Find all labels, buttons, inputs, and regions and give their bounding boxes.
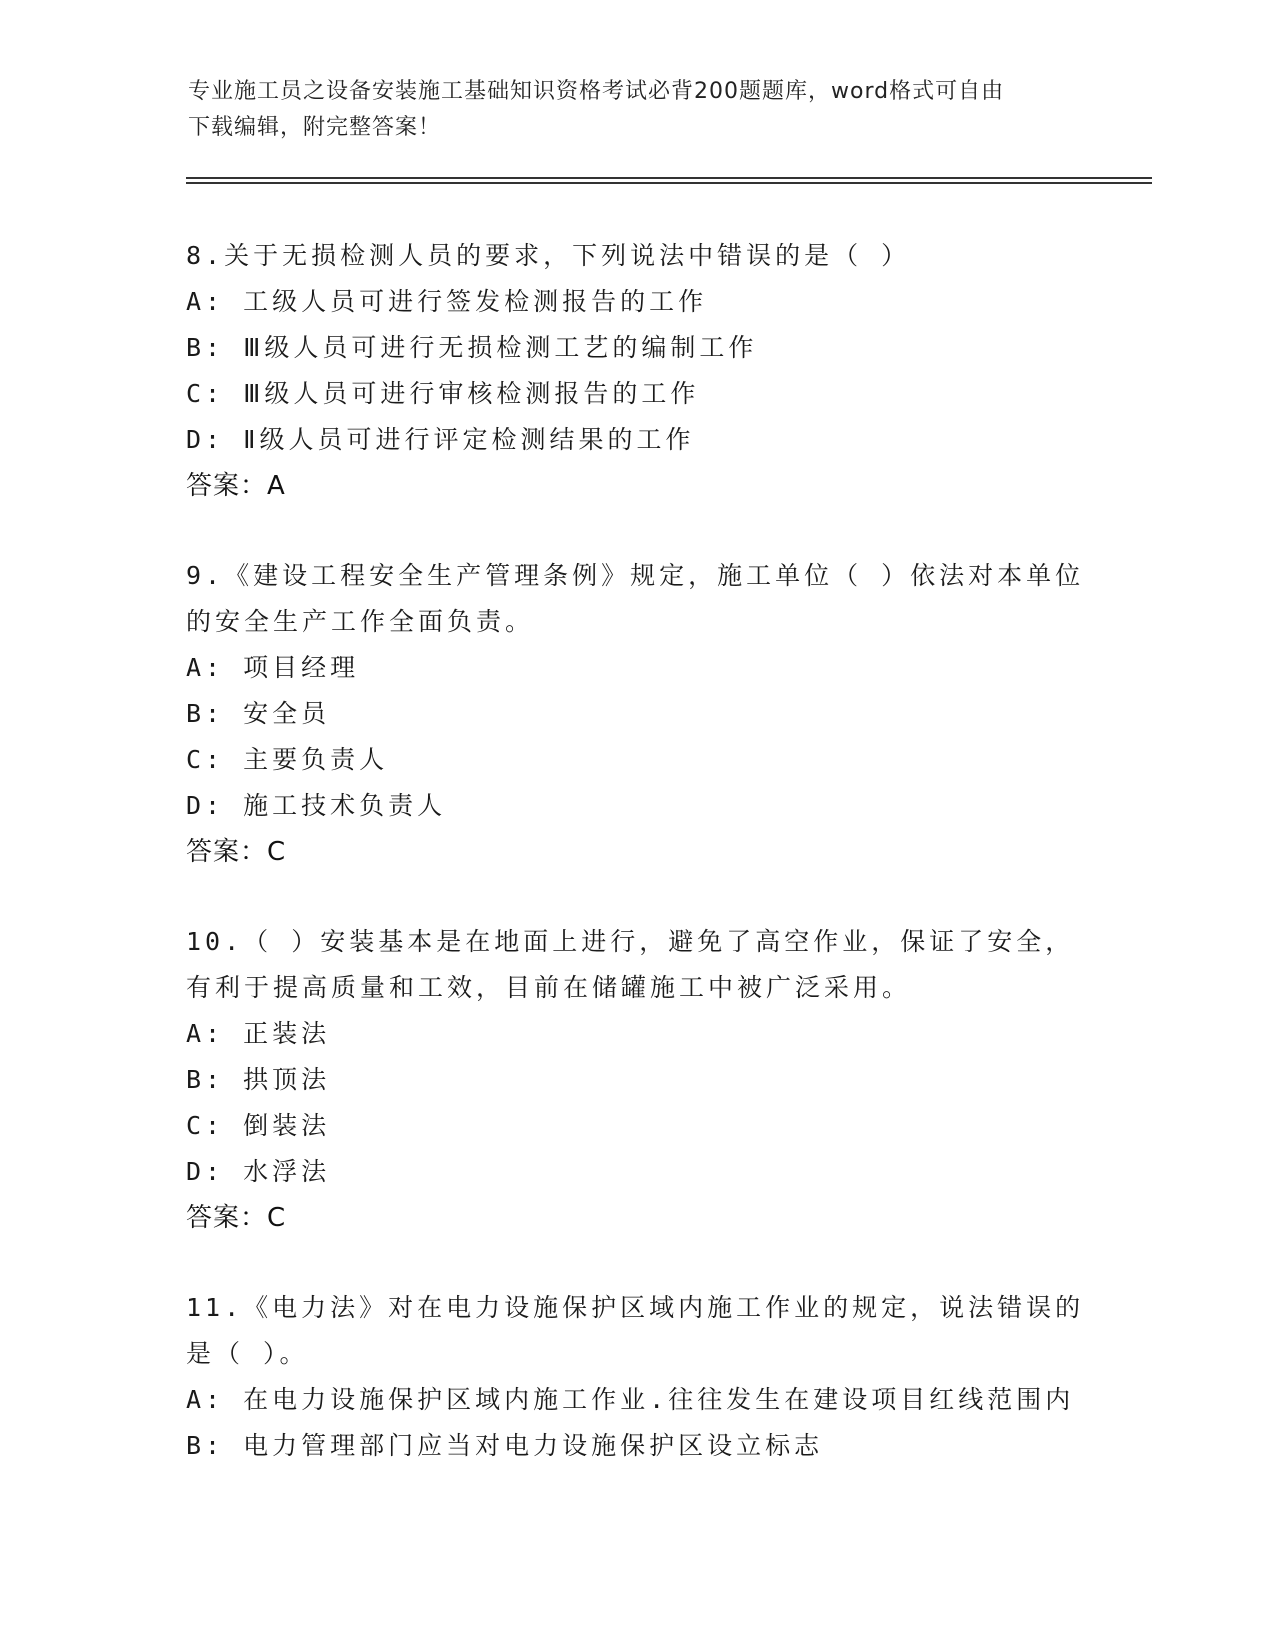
question-8 [186, 233, 1086, 509]
document-header [188, 74, 1068, 146]
question-11 [186, 1285, 1086, 1469]
option-b: B: 拱顶法 [186, 1065, 331, 1094]
option-b: B: 电力管理部门应当对电力设施保护区设立标志 [186, 1431, 824, 1460]
question-list [186, 233, 1086, 1513]
option-a: A: 正装法 [186, 1019, 331, 1048]
question-stem: 11.《电力法》对在电力设施保护区域内施工作业的规定，说法错误的是（ ）。 [186, 1293, 1085, 1368]
option-a: A: 项目经理 [186, 653, 360, 682]
option-c: C: 主要负责人 [186, 745, 389, 774]
answer: 答案：A [186, 471, 286, 501]
header-line-1: 专业施工员之设备安装施工基础知识资格考试必背200题题库，word格式可自由 [188, 79, 1005, 104]
option-c: C: Ⅲ级人员可进行审核检测报告的工作 [186, 379, 700, 408]
option-a: A: 工级人员可进行签发检测报告的工作 [186, 287, 708, 316]
header-rule-bottom [186, 182, 1152, 184]
question-9 [186, 553, 1086, 875]
option-c: C: 倒装法 [186, 1111, 331, 1140]
question-stem: 8.关于无损检测人员的要求，下列说法中错误的是（ ） [186, 241, 911, 270]
header-rule-top [186, 177, 1152, 179]
option-d: D: Ⅱ级人员可进行评定检测结果的工作 [186, 425, 695, 454]
answer: 答案：C [186, 1203, 287, 1233]
option-a: A: 在电力设施保护区域内施工作业.往往发生在建设项目红线范围内 [186, 1385, 1075, 1414]
question-stem: 9.《建设工程安全生产管理条例》规定，施工单位（ ）依法对本单位的安全生产工作全面负责。 [186, 561, 1085, 636]
header-line-2: 下载编辑，附完整答案！ [188, 115, 442, 140]
question-stem: 10.（ ）安装基本是在地面上进行，避免了高空作业，保证了安全，有利于提高质量和工效，目前在储罐施工中被广泛采用。 [186, 927, 1075, 1002]
option-b: B: Ⅲ级人员可进行无损检测工艺的编制工作 [186, 333, 758, 362]
option-b: B: 安全员 [186, 699, 331, 728]
question-10 [186, 919, 1086, 1241]
answer: 答案：C [186, 837, 287, 867]
option-d: D: 施工技术负责人 [186, 791, 447, 820]
option-d: D: 水浮法 [186, 1157, 331, 1186]
